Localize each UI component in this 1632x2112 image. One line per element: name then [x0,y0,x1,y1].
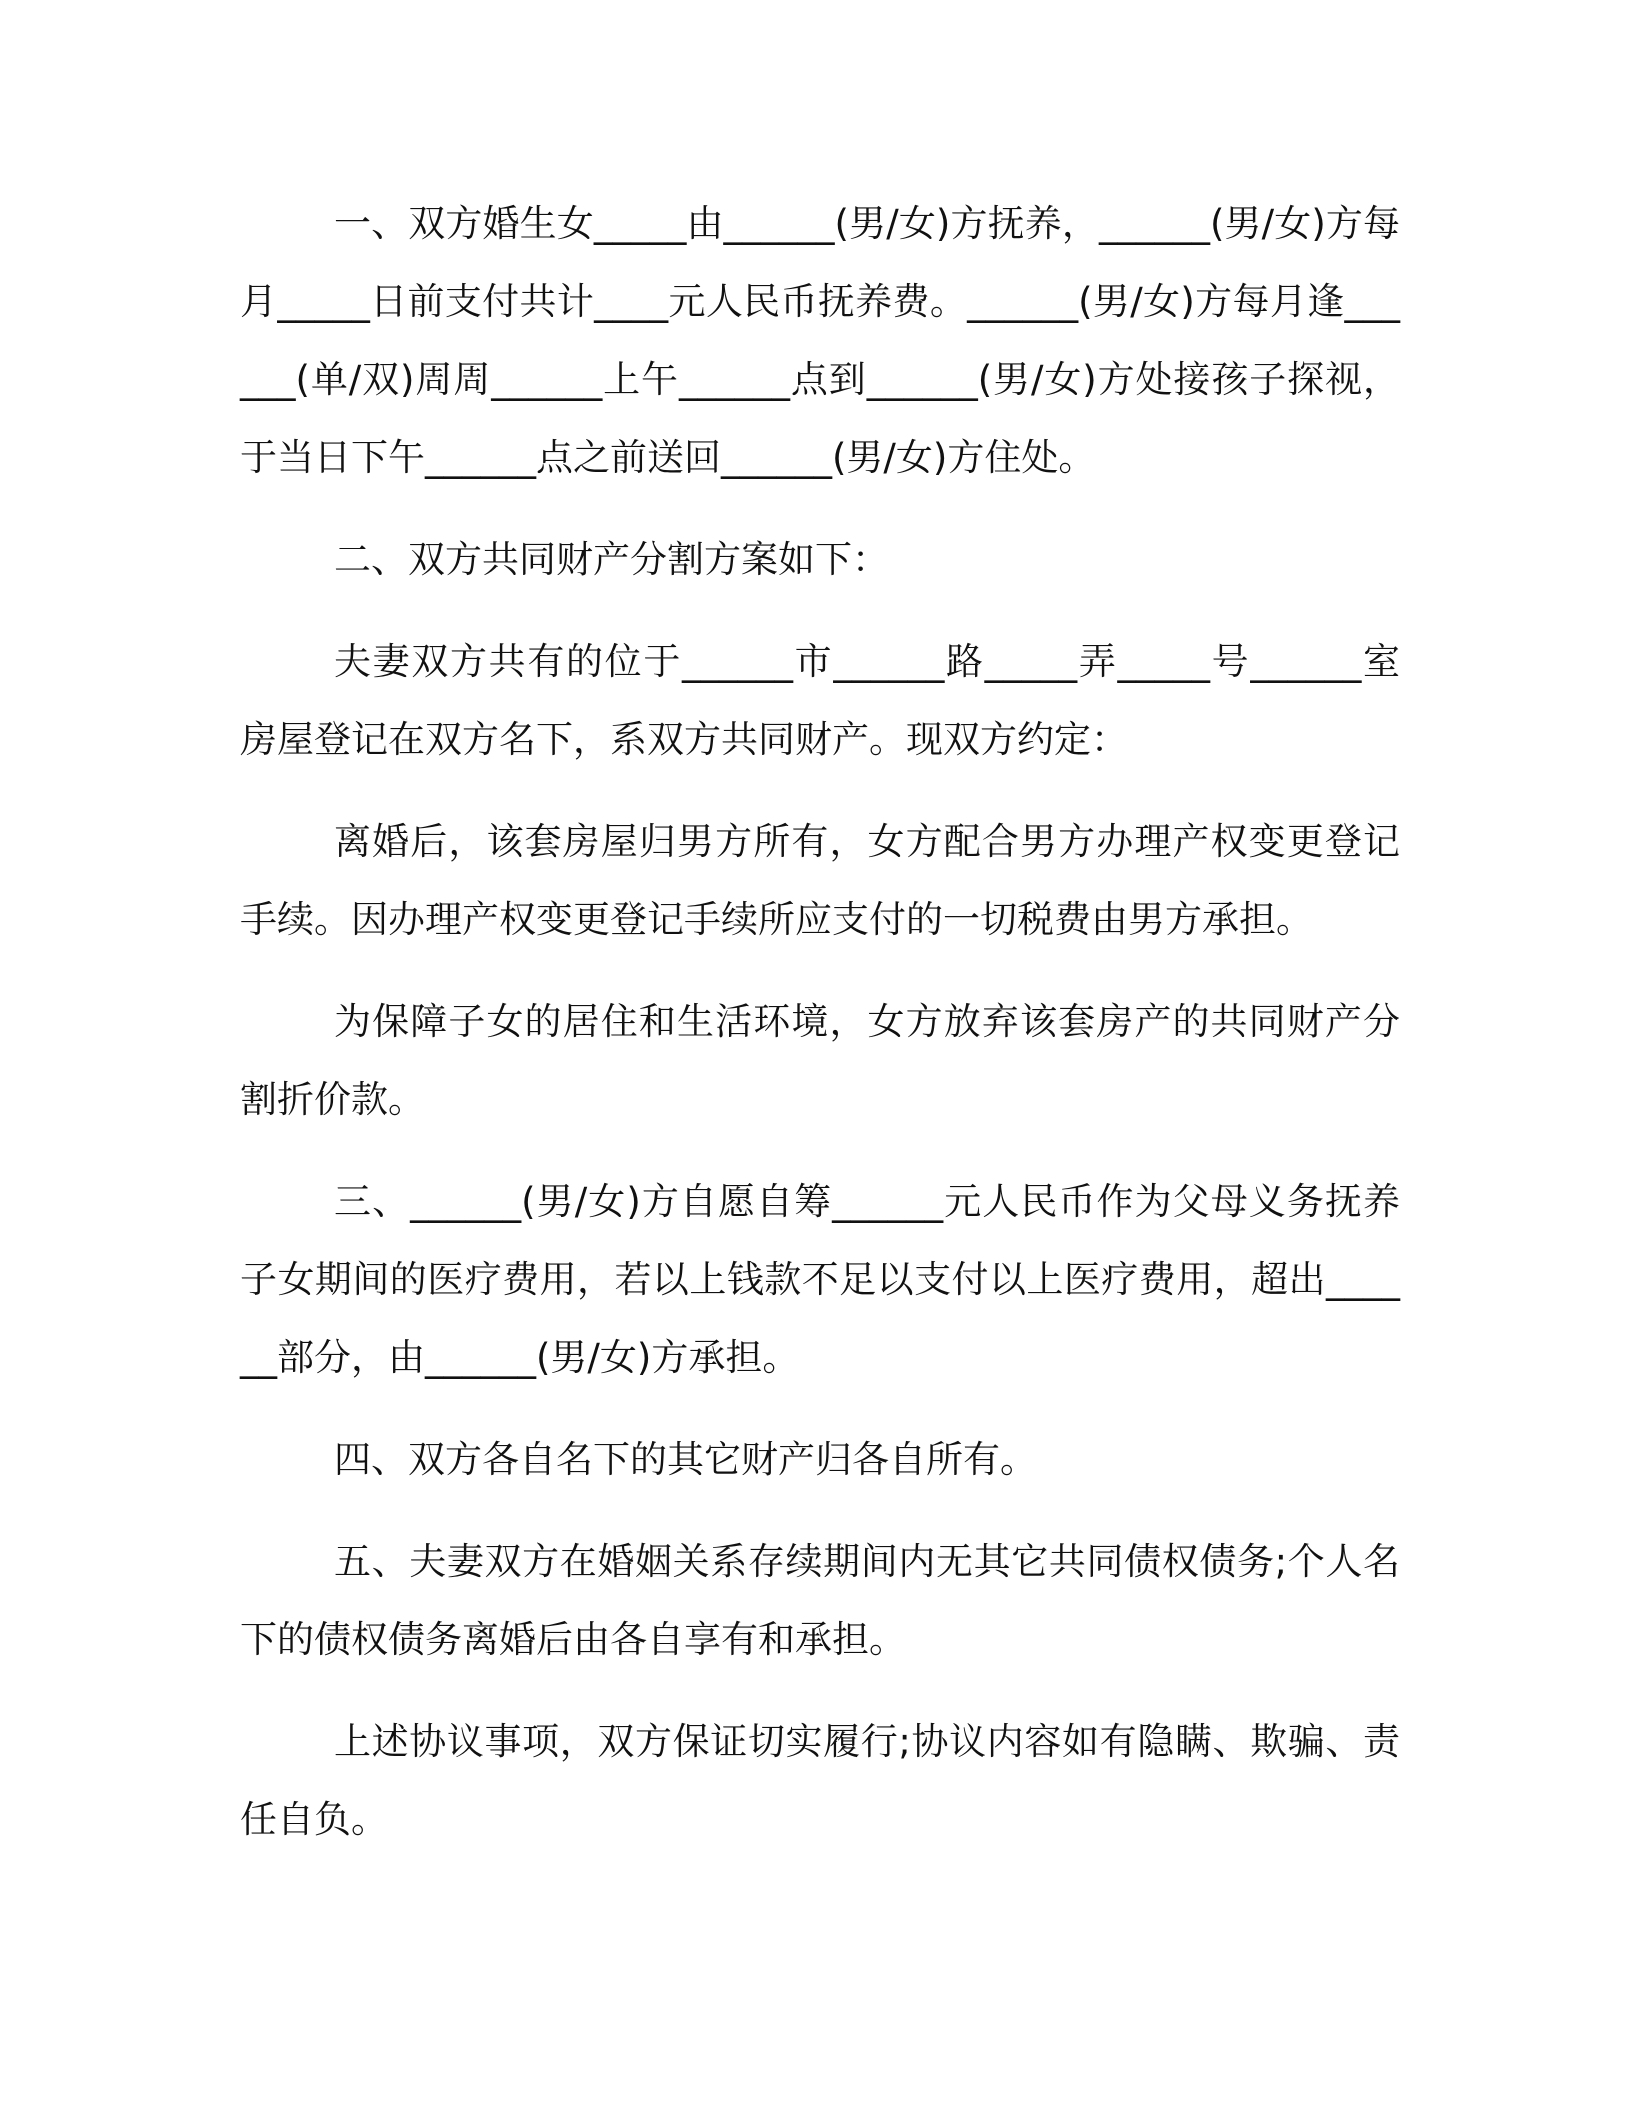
paragraph-house-ownership: 离婚后，该套房屋归男方所有，女方配合男方办理产权变更登记手续。因办理产权变更登记手续所应支付的一切税费由男方承担。 [240,820,1400,941]
paragraph-agreement-guarantee: 上述协议事项，双方保证切实履行;协议内容如有隐瞒、欺骗、责任自负。 [240,1720,1400,1841]
paragraph-other-property: 四、双方各自名下的其它财产归各自所有。 [334,1438,1037,1481]
paragraph-child-custody: 一、双方婚生女_____由______(男/女)方抚养，______(男/女)方每月_____日前支付共计____元人民币抚养费。______(男/女)方每月逢______(单/双)周周______上午______点到______(男/女)方处接孩子探视，于当日下午______点之前送回______(男/女)方住处。 [240,202,1400,479]
document-body [240,185,1400,1859]
paragraph-house-waiver: 为保障子女的居住和生活环境，女方放弃该套房产的共同财产分割折价款。 [240,1000,1400,1121]
paragraph-medical-expenses: 三、______(男/女)方自愿自筹______元人民币作为父母义务抚养子女期间的医疗费用，若以上钱款不足以支付以上医疗费用，超出______部分，由______(男/女)方承担。 [240,1180,1400,1379]
paragraph-property-division-heading: 二、双方共同财产分割方案如下： [334,538,889,581]
paragraph-debts: 五、夫妻双方在婚姻关系存续期间内无其它共同债权债务;个人名下的债权债务离婚后由各自享有和承担。 [240,1540,1400,1661]
paragraph-house-location: 夫妻双方共有的位于______市______路_____弄_____号______室房屋登记在双方名下，系双方共同财产。现双方约定： [240,640,1400,761]
